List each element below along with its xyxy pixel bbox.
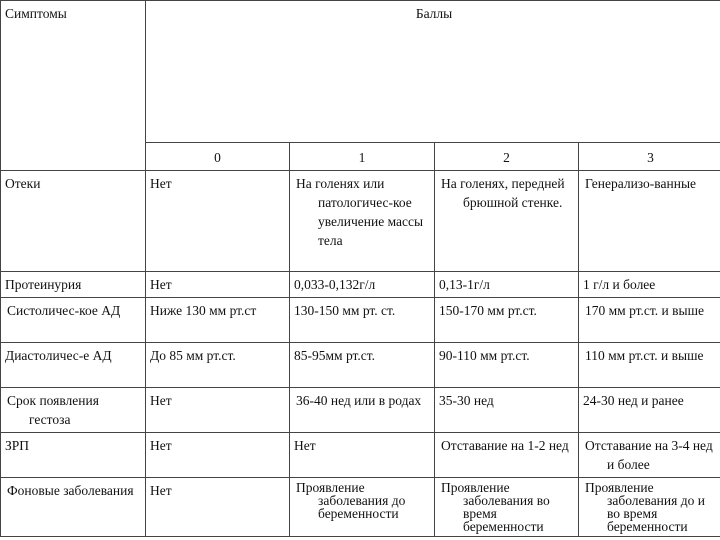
row-cell-2: Отставание на 1-2 нед bbox=[435, 433, 579, 478]
row-cell-2: Проявление заболевания во время беременности bbox=[435, 478, 579, 537]
row-cell-0: Нет bbox=[146, 388, 290, 433]
row-cell-3: Генерализо-ванные bbox=[579, 171, 720, 272]
row-cell-3: Проявление заболевания до и во время беременности bbox=[579, 478, 720, 537]
symptoms-header-label: Симптомы bbox=[5, 6, 67, 21]
row-cell-1: На голенях или патологичес-кое увеличение массы тела bbox=[290, 171, 435, 272]
score-col-0: 0 bbox=[146, 143, 290, 171]
row-cell-0: Нет bbox=[146, 171, 290, 272]
table-row bbox=[1, 272, 720, 298]
row-cell-0: Нет bbox=[146, 478, 290, 537]
table-row bbox=[1, 388, 720, 433]
row-symptom: Диастоличес-е АД bbox=[1, 343, 146, 388]
row-symptom: Фоновые заболевания bbox=[1, 478, 146, 537]
row-cell-2: 150-170 мм рт.ст. bbox=[435, 298, 579, 343]
row-cell-1: 130-150 мм рт. ст. bbox=[290, 298, 435, 343]
row-cell-2: 35-30 нед bbox=[435, 388, 579, 433]
row-cell-1: Проявление заболевания до беременности bbox=[290, 478, 435, 537]
row-cell-2: 90-110 мм рт.ст. bbox=[435, 343, 579, 388]
row-cell-3: Отставание на 3-4 нед и более bbox=[579, 433, 720, 478]
row-cell-3: 170 мм рт.ст. и выше bbox=[579, 298, 720, 343]
row-cell-1: Нет bbox=[290, 433, 435, 478]
row-cell-0: Нет bbox=[146, 433, 290, 478]
table-row bbox=[1, 171, 720, 272]
table-row bbox=[1, 433, 720, 478]
row-cell-3: 110 мм рт.ст. и выше bbox=[579, 343, 720, 388]
row-cell-0: До 85 мм рт.ст. bbox=[146, 343, 290, 388]
row-cell-0: Нет bbox=[146, 272, 290, 298]
table-row bbox=[1, 343, 720, 388]
row-cell-2: 0,13-1г/л bbox=[435, 272, 579, 298]
row-symptom: Отеки bbox=[1, 171, 146, 272]
score-header-label: Баллы bbox=[415, 6, 453, 21]
row-cell-1: 0,033-0,132г/л bbox=[290, 272, 435, 298]
score-col-3: 3 bbox=[579, 143, 720, 171]
table-row bbox=[1, 478, 720, 537]
row-cell-0: Ниже 130 мм рт.ст bbox=[146, 298, 290, 343]
row-symptom: Протеинурия bbox=[1, 272, 146, 298]
header-row bbox=[1, 1, 720, 143]
row-cell-2: На голенях, передней брюшной стенке. bbox=[435, 171, 579, 272]
row-symptom: Систоличес-кое АД bbox=[1, 298, 146, 343]
score-header bbox=[146, 1, 720, 143]
row-symptom: ЗРП bbox=[1, 433, 146, 478]
score-col-1: 1 bbox=[290, 143, 435, 171]
table-row bbox=[1, 298, 720, 343]
score-col-2: 2 bbox=[435, 143, 579, 171]
row-cell-3: 24-30 нед и ранее bbox=[579, 388, 720, 433]
row-cell-1: 36-40 нед или в родах bbox=[290, 388, 435, 433]
row-symptom: Срок появления гестоза bbox=[1, 388, 146, 433]
row-cell-3: 1 г/л и более bbox=[579, 272, 720, 298]
row-cell-1: 85-95мм рт.ст. bbox=[290, 343, 435, 388]
symptoms-header bbox=[1, 1, 146, 171]
